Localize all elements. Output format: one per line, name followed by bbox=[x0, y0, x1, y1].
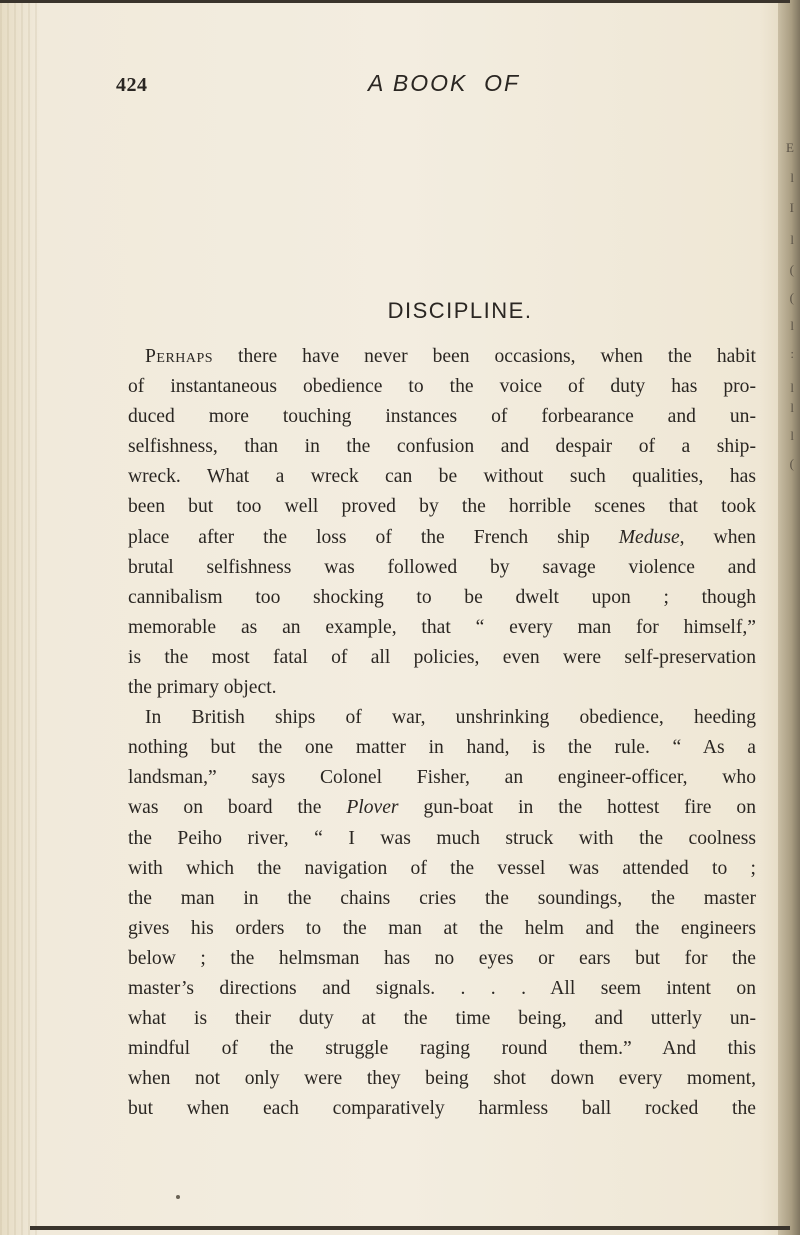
margin-bleed-char: : bbox=[790, 346, 794, 361]
text-line: nothing but the one matter in hand, is the rule. “ As a bbox=[128, 737, 756, 759]
margin-bleed-char: l bbox=[790, 232, 794, 247]
text-line: In British ships of war, unshrinking obedience, heeding bbox=[145, 707, 756, 729]
margin-bleed-char: ( bbox=[789, 290, 794, 305]
text-line bbox=[128, 523, 756, 553]
ink-speck bbox=[176, 1195, 180, 1199]
text-line bbox=[128, 342, 756, 372]
margin-bleed-char: l bbox=[790, 428, 794, 443]
body-text bbox=[128, 342, 756, 1124]
text-line bbox=[128, 793, 756, 823]
margin-bleed-char: l bbox=[790, 380, 794, 395]
text-line: been but too well proved by the horrible scenes that took bbox=[128, 496, 756, 518]
text-line: master’s directions and signals. . . . All seem intent on bbox=[128, 977, 756, 999]
page-number: 424 bbox=[116, 74, 148, 96]
line-text: gun-boat in the hottest fire on bbox=[398, 797, 756, 819]
line-text: was on board the bbox=[128, 797, 347, 819]
lead-word: Perhaps bbox=[145, 346, 214, 367]
margin-bleed-char: E bbox=[786, 140, 794, 155]
text-line: but when each comparatively harmless ball rocked the bbox=[128, 1098, 756, 1120]
text-line: memorable as an example, that “ every man for himself,” bbox=[128, 616, 756, 638]
text-line: below ; the helmsman has no eyes or ears but for the bbox=[128, 947, 756, 969]
text-line: what is their duty at the time being, and utterly un- bbox=[128, 1008, 756, 1030]
text-line: mindful of the struggle raging round them.” And this bbox=[128, 1038, 756, 1060]
margin-bleed-char: ( bbox=[789, 456, 794, 471]
margin-bleed-char: l bbox=[790, 170, 794, 185]
margin-bleed-char: I bbox=[789, 200, 794, 215]
text-line: selfishness, than in the confusion and despair of a ship- bbox=[128, 436, 756, 458]
line-text: there have never been occasions, when the habit bbox=[213, 346, 756, 367]
text-line: wreck. What a wreck can be without such qualities, has bbox=[128, 466, 756, 488]
text-line: is the most fatal of all policies, even were self-preservation bbox=[128, 646, 756, 668]
margin-bleed-char: ( bbox=[789, 262, 794, 277]
text-line: gives his orders to the man at the helm and the engineers bbox=[128, 917, 756, 939]
text-line: duced more touching instances of forbearance and un- bbox=[128, 406, 756, 428]
line-text: , when bbox=[679, 526, 756, 548]
text-line: when not only were they being shot down every moment, bbox=[128, 1068, 756, 1090]
line-text: place after the loss of the French ship bbox=[128, 526, 619, 548]
text-line: cannibalism too shocking to be dwelt upon ; though bbox=[128, 586, 756, 608]
section-title: DISCIPLINE. bbox=[387, 298, 533, 323]
text-line: the Peiho river, “ I was much struck with the coolness bbox=[128, 827, 756, 849]
ship-name: Meduse bbox=[618, 526, 680, 548]
ship-name: Plover bbox=[346, 797, 399, 819]
text-line: of instantaneous obedience to the voice of duty has pro- bbox=[128, 376, 756, 398]
top-edge-rule bbox=[0, 0, 790, 3]
page-gutter bbox=[0, 0, 38, 1235]
text-line: with which the navigation of the vessel was attended to ; bbox=[128, 857, 756, 879]
text-line: brutal selfishness was followed by savage violence and bbox=[128, 556, 756, 578]
bottom-edge-rule bbox=[30, 1226, 790, 1230]
margin-bleed-char: l bbox=[790, 318, 794, 333]
running-head: A BOOK OF bbox=[368, 70, 521, 96]
page-right-edge bbox=[778, 0, 800, 1235]
text-line: the man in the chains cries the soundings, the master bbox=[128, 887, 756, 909]
margin-bleed-char: l bbox=[790, 400, 794, 415]
text-line: the primary object. bbox=[128, 677, 277, 699]
text-line: landsman,” says Colonel Fisher, an engineer-officer, who bbox=[128, 767, 756, 789]
